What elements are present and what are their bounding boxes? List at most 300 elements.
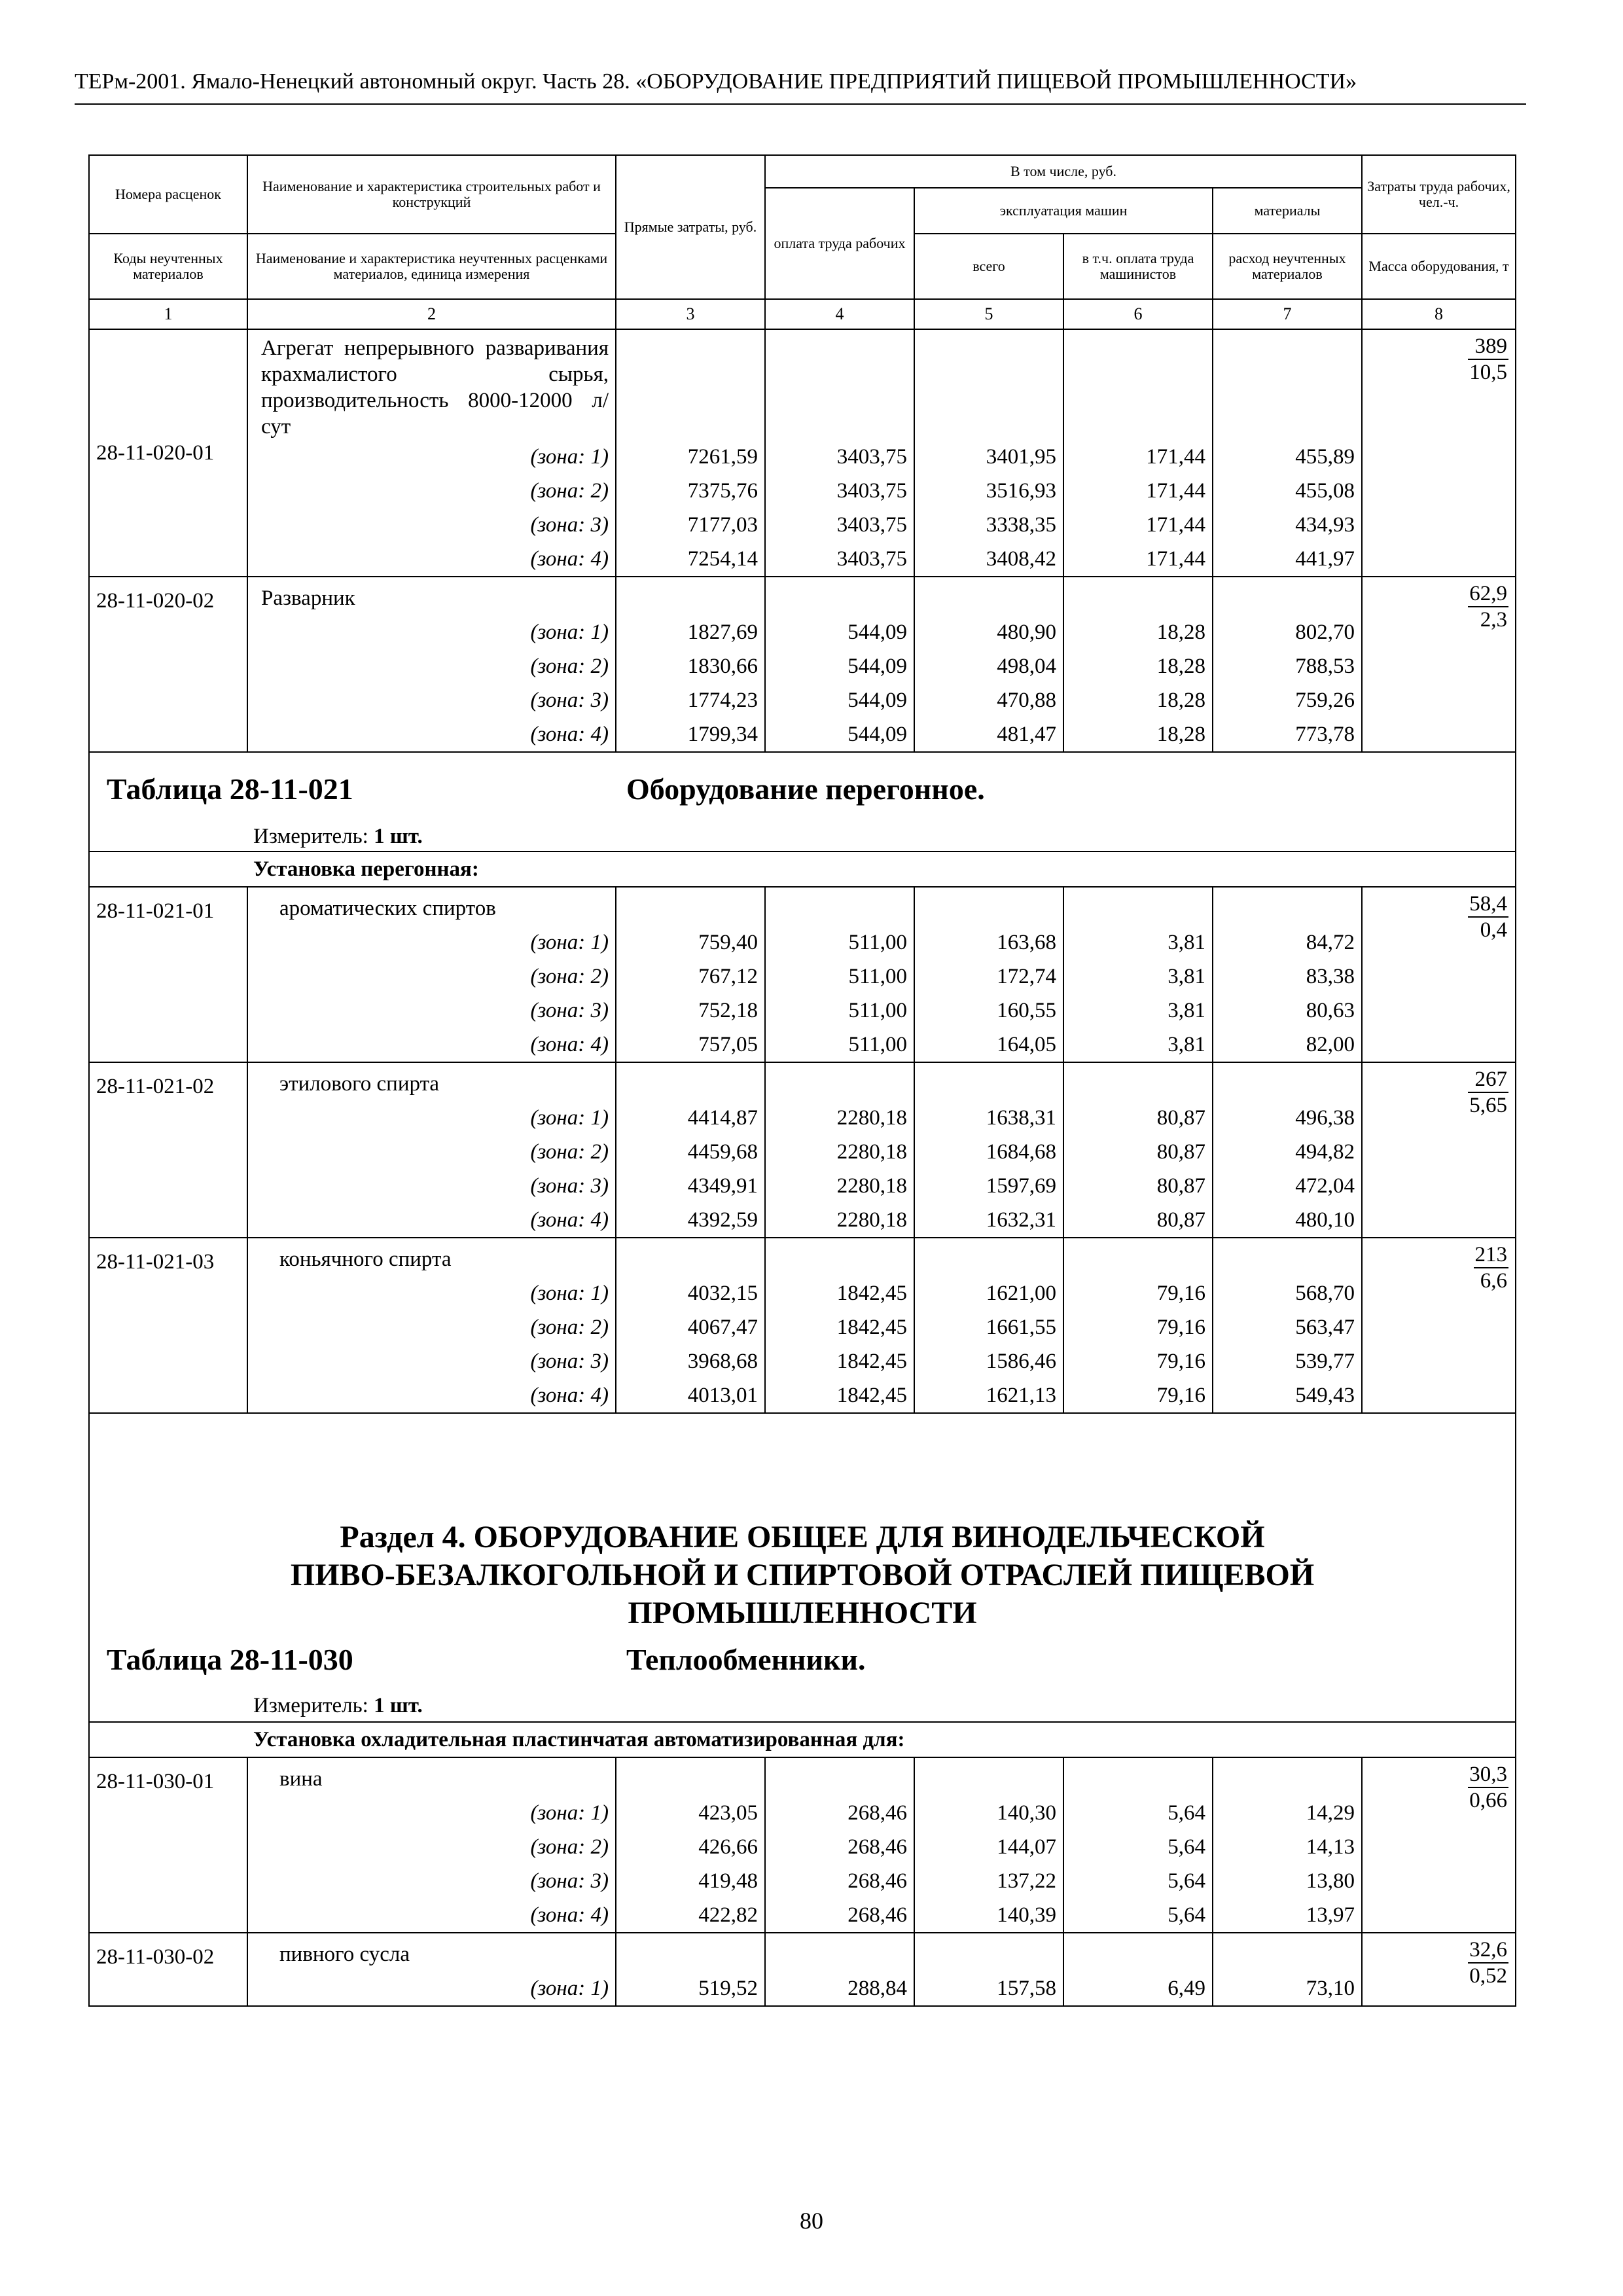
labor-mass xyxy=(1362,887,1516,1062)
operators-wage: 80,87 xyxy=(1063,1203,1213,1238)
labor-hours: 58,4 xyxy=(1468,891,1508,918)
zone-label: (зона: 4) xyxy=(247,717,616,752)
operators-wage: 79,16 xyxy=(1063,1344,1213,1378)
materials-cost: 549,43 xyxy=(1213,1378,1362,1413)
empty-cell xyxy=(1063,1933,1213,1971)
table-unit xyxy=(253,819,423,853)
materials-cost: 83,38 xyxy=(1213,960,1362,994)
materials-cost: 73,10 xyxy=(1213,1971,1362,2006)
table-030-subtitle xyxy=(89,1722,1516,1757)
col1-header-top: Номера расценок xyxy=(89,155,247,234)
wage-cost: 2280,18 xyxy=(765,1169,914,1203)
direct-cost: 426,66 xyxy=(616,1830,765,1864)
empty-cell xyxy=(616,577,765,615)
empty-cell xyxy=(914,329,1063,440)
direct-cost: 4459,68 xyxy=(616,1135,765,1169)
empty-cell xyxy=(765,1933,914,1971)
col4-header: оплата труда рабочих xyxy=(765,188,914,299)
section-title-line: ПРОМЫШЛЕННОСТИ xyxy=(628,1596,977,1630)
wage-cost: 1842,45 xyxy=(765,1378,914,1413)
zone-label: (зона: 2) xyxy=(247,1830,616,1864)
machines-cost: 480,90 xyxy=(914,615,1063,649)
unit-value: 1 шт. xyxy=(374,825,423,848)
empty-cell xyxy=(914,577,1063,615)
table-title: Таблица 28-11-021 xyxy=(107,772,353,806)
rate-code: 28-11-030-02 xyxy=(89,1933,247,2006)
equipment-mass: 0,4 xyxy=(1480,918,1508,942)
materials-cost: 563,47 xyxy=(1213,1310,1362,1344)
wage-cost: 268,46 xyxy=(765,1796,914,1830)
operators-wage: 79,16 xyxy=(1063,1310,1213,1344)
zone-row xyxy=(89,440,1516,474)
operators-wage: 5,64 xyxy=(1063,1864,1213,1898)
direct-cost: 419,48 xyxy=(616,1864,765,1898)
wage-cost: 1842,45 xyxy=(765,1276,914,1310)
machines-cost: 1586,46 xyxy=(914,1344,1063,1378)
operators-wage: 171,44 xyxy=(1063,542,1213,577)
wage-cost: 3403,75 xyxy=(765,508,914,542)
rate-name: ароматических спиртов xyxy=(247,887,616,925)
direct-cost: 1830,66 xyxy=(616,649,765,683)
rate-name: коньячного спирта xyxy=(247,1238,616,1276)
machines-cost: 157,58 xyxy=(914,1971,1063,2006)
zone-label: (зона: 4) xyxy=(247,1378,616,1413)
operators-wage: 80,87 xyxy=(1063,1101,1213,1135)
direct-cost: 4414,87 xyxy=(616,1101,765,1135)
machines-header: эксплуатация машин xyxy=(914,188,1213,234)
direct-cost: 4392,59 xyxy=(616,1203,765,1238)
zone-label: (зона: 3) xyxy=(247,1344,616,1378)
direct-cost: 1827,69 xyxy=(616,615,765,649)
wage-cost: 511,00 xyxy=(765,960,914,994)
zone-label: (зона: 3) xyxy=(247,1864,616,1898)
machines-cost: 481,47 xyxy=(914,717,1063,752)
zone-row xyxy=(89,542,1516,577)
operators-wage: 3,81 xyxy=(1063,960,1213,994)
operators-wage: 18,28 xyxy=(1063,615,1213,649)
operators-wage: 80,87 xyxy=(1063,1135,1213,1169)
materials-cost: 759,26 xyxy=(1213,683,1362,717)
zone-label: (зона: 1) xyxy=(247,1971,616,2006)
labor-mass-fraction xyxy=(1468,1067,1508,1118)
wage-cost: 2280,18 xyxy=(765,1135,914,1169)
zone-label: (зона: 2) xyxy=(247,474,616,508)
equipment-mass: 2,3 xyxy=(1480,608,1508,632)
col5-header: всего xyxy=(914,234,1063,299)
rate-code: 28-11-020-01 xyxy=(89,329,247,577)
operators-wage: 3,81 xyxy=(1063,925,1213,960)
header-rule xyxy=(75,103,1526,105)
labor-mass-fraction xyxy=(1474,1242,1509,1293)
zone-label: (зона: 4) xyxy=(247,1898,616,1933)
empty-cell xyxy=(914,1757,1063,1796)
materials-cost: 472,04 xyxy=(1213,1169,1362,1203)
table-021-title xyxy=(89,752,1516,852)
column-number: 1 xyxy=(89,299,247,329)
col7-header: расход неучтенных материалов xyxy=(1213,234,1362,299)
table-021-subtitle xyxy=(89,852,1516,887)
empty-cell xyxy=(765,1757,914,1796)
labor-mass-fraction xyxy=(1468,581,1508,632)
materials-cost: 14,29 xyxy=(1213,1796,1362,1830)
zone-row xyxy=(89,1135,1516,1169)
materials-cost: 13,97 xyxy=(1213,1898,1362,1933)
empty-cell xyxy=(1213,1238,1362,1276)
operators-wage: 5,64 xyxy=(1063,1898,1213,1933)
zone-row xyxy=(89,1864,1516,1898)
zone-label: (зона: 1) xyxy=(247,440,616,474)
machines-cost: 3338,35 xyxy=(914,508,1063,542)
col6-header: в т.ч. оплата труда машинистов xyxy=(1063,234,1213,299)
machines-cost: 1621,00 xyxy=(914,1276,1063,1310)
direct-cost: 519,52 xyxy=(616,1971,765,2006)
wage-cost: 2280,18 xyxy=(765,1203,914,1238)
labor-mass xyxy=(1362,1933,1516,2006)
rate-code: 28-11-020-02 xyxy=(89,577,247,752)
rate-name: Разварник xyxy=(247,577,616,615)
wage-cost: 544,09 xyxy=(765,717,914,752)
unit-label: Измеритель: xyxy=(253,825,368,848)
materials-cost: 84,72 xyxy=(1213,925,1362,960)
rates-table xyxy=(88,154,1516,2007)
empty-cell xyxy=(914,1933,1063,1971)
operators-wage: 79,16 xyxy=(1063,1276,1213,1310)
empty-cell xyxy=(765,329,914,440)
section-title xyxy=(90,1518,1515,1632)
machines-cost: 1597,69 xyxy=(914,1169,1063,1203)
zone-row xyxy=(89,960,1516,994)
labor-mass xyxy=(1362,1238,1516,1413)
wage-cost: 511,00 xyxy=(765,925,914,960)
machines-cost: 172,74 xyxy=(914,960,1063,994)
machines-cost: 1661,55 xyxy=(914,1310,1063,1344)
empty-cell xyxy=(914,1238,1063,1276)
empty-cell xyxy=(616,1933,765,1971)
rate-item-row xyxy=(89,1062,1516,1101)
section-title-line: Раздел 4. ОБОРУДОВАНИЕ ОБЩЕЕ ДЛЯ ВИНОДЕЛЬЧЕСКОЙ xyxy=(340,1520,1265,1554)
direct-cost: 1774,23 xyxy=(616,683,765,717)
unit-label: Измеритель: xyxy=(253,1694,368,1717)
machines-cost: 1632,31 xyxy=(914,1203,1063,1238)
zone-label: (зона: 4) xyxy=(247,542,616,577)
labor-mass-fraction xyxy=(1468,891,1508,942)
materials-cost: 773,78 xyxy=(1213,717,1362,752)
materials-cost: 539,77 xyxy=(1213,1344,1362,1378)
operators-wage: 3,81 xyxy=(1063,994,1213,1028)
rate-item-row xyxy=(89,577,1516,615)
zone-label: (зона: 1) xyxy=(247,1796,616,1830)
empty-cell xyxy=(914,887,1063,925)
operators-wage: 5,64 xyxy=(1063,1796,1213,1830)
empty-cell xyxy=(914,1062,1063,1101)
rate-item-row xyxy=(89,887,1516,925)
machines-cost: 137,22 xyxy=(914,1864,1063,1898)
empty-cell xyxy=(765,1238,914,1276)
zone-row xyxy=(89,1276,1516,1310)
zone-row xyxy=(89,474,1516,508)
wage-cost: 3403,75 xyxy=(765,542,914,577)
materials-cost: 802,70 xyxy=(1213,615,1362,649)
direct-cost: 4032,15 xyxy=(616,1276,765,1310)
machines-cost: 3408,42 xyxy=(914,542,1063,577)
operators-wage: 3,81 xyxy=(1063,1028,1213,1062)
empty-cell xyxy=(616,1757,765,1796)
zone-row xyxy=(89,508,1516,542)
labor-hours: 62,9 xyxy=(1468,581,1508,607)
rate-item-row xyxy=(89,329,1516,440)
section-4-title xyxy=(89,1413,1516,1722)
zone-row xyxy=(89,1796,1516,1830)
rate-code: 28-11-021-03 xyxy=(89,1238,247,1413)
machines-cost: 164,05 xyxy=(914,1028,1063,1062)
zone-row xyxy=(89,1028,1516,1062)
column-number: 4 xyxy=(765,299,914,329)
group-subtitle: Установка охладительная пластинчатая автоматизированная для: xyxy=(89,1722,1516,1757)
empty-cell xyxy=(616,1062,765,1101)
materials-cost: 14,13 xyxy=(1213,1830,1362,1864)
section-block xyxy=(90,1414,1515,1721)
direct-cost: 4349,91 xyxy=(616,1169,765,1203)
zone-label: (зона: 2) xyxy=(247,1135,616,1169)
empty-cell xyxy=(765,577,914,615)
zone-label: (зона: 2) xyxy=(247,649,616,683)
machines-cost: 1638,31 xyxy=(914,1101,1063,1135)
machines-cost: 1621,13 xyxy=(914,1378,1063,1413)
machines-cost: 140,30 xyxy=(914,1796,1063,1830)
zone-label: (зона: 2) xyxy=(247,1310,616,1344)
section-4-title-cell xyxy=(89,1413,1516,1722)
machines-cost: 163,68 xyxy=(914,925,1063,960)
empty-cell xyxy=(1213,1933,1362,1971)
materials-cost: 568,70 xyxy=(1213,1276,1362,1310)
rate-code: 28-11-021-02 xyxy=(89,1062,247,1238)
column-numbers-row xyxy=(89,299,1516,329)
materials-cost: 480,10 xyxy=(1213,1203,1362,1238)
empty-cell xyxy=(616,329,765,440)
zone-label: (зона: 3) xyxy=(247,508,616,542)
zone-label: (зона: 4) xyxy=(247,1203,616,1238)
operators-wage: 18,28 xyxy=(1063,683,1213,717)
direct-cost: 759,40 xyxy=(616,925,765,960)
empty-cell xyxy=(1213,887,1362,925)
rate-name: этилового спирта xyxy=(247,1062,616,1101)
col8-header-top: Затраты труда рабочих, чел.-ч. xyxy=(1362,155,1516,234)
empty-cell xyxy=(616,887,765,925)
column-number: 5 xyxy=(914,299,1063,329)
rate-name: пивного сусла xyxy=(247,1933,616,1971)
zone-row xyxy=(89,717,1516,752)
zone-label: (зона: 2) xyxy=(247,960,616,994)
rate-code: 28-11-021-01 xyxy=(89,887,247,1062)
wage-cost: 544,09 xyxy=(765,615,914,649)
wage-cost: 268,46 xyxy=(765,1898,914,1933)
zone-row xyxy=(89,925,1516,960)
materials-cost: 455,08 xyxy=(1213,474,1362,508)
wage-cost: 511,00 xyxy=(765,994,914,1028)
operators-wage: 5,64 xyxy=(1063,1830,1213,1864)
materials-header: материалы xyxy=(1213,188,1362,234)
zone-label: (зона: 3) xyxy=(247,1169,616,1203)
labor-hours: 389 xyxy=(1468,334,1508,360)
equipment-mass: 5,65 xyxy=(1469,1094,1508,1117)
wage-cost: 544,09 xyxy=(765,649,914,683)
empty-cell xyxy=(616,1238,765,1276)
wage-cost: 288,84 xyxy=(765,1971,914,2006)
empty-cell xyxy=(765,887,914,925)
materials-cost: 496,38 xyxy=(1213,1101,1362,1135)
empty-cell xyxy=(1063,1757,1213,1796)
zone-label: (зона: 1) xyxy=(247,925,616,960)
table-title: Таблица 28-11-030 xyxy=(107,1643,353,1676)
machines-cost: 3516,93 xyxy=(914,474,1063,508)
zone-row xyxy=(89,1344,1516,1378)
wage-cost: 268,46 xyxy=(765,1864,914,1898)
zone-row xyxy=(89,994,1516,1028)
zone-row xyxy=(89,1203,1516,1238)
col1-header-bottom: Коды неучтенных материалов xyxy=(89,234,247,299)
zone-row xyxy=(89,683,1516,717)
direct-cost: 4067,47 xyxy=(616,1310,765,1344)
materials-cost: 494,82 xyxy=(1213,1135,1362,1169)
labor-mass xyxy=(1362,1062,1516,1238)
rate-item-row xyxy=(89,1757,1516,1796)
rate-item-row xyxy=(89,1238,1516,1276)
labor-hours: 32,6 xyxy=(1468,1937,1508,1964)
labor-mass-fraction xyxy=(1468,1762,1508,1813)
page-number: 80 xyxy=(800,2208,823,2234)
column-number: 2 xyxy=(247,299,616,329)
direct-cost: 423,05 xyxy=(616,1796,765,1830)
empty-cell xyxy=(1063,887,1213,925)
machines-cost: 1684,68 xyxy=(914,1135,1063,1169)
col3-header: Прямые затраты, руб. xyxy=(616,155,765,299)
zone-row xyxy=(89,615,1516,649)
zone-row xyxy=(89,1101,1516,1135)
direct-cost: 7261,59 xyxy=(616,440,765,474)
column-number: 7 xyxy=(1213,299,1362,329)
column-number: 3 xyxy=(616,299,765,329)
zone-row xyxy=(89,649,1516,683)
wage-cost: 1842,45 xyxy=(765,1344,914,1378)
operators-wage: 18,28 xyxy=(1063,649,1213,683)
labor-hours: 30,3 xyxy=(1468,1762,1508,1788)
zone-label: (зона: 4) xyxy=(247,1028,616,1062)
machines-cost: 3401,95 xyxy=(914,440,1063,474)
empty-cell xyxy=(1213,1062,1362,1101)
direct-cost: 752,18 xyxy=(616,994,765,1028)
materials-cost: 434,93 xyxy=(1213,508,1362,542)
equipment-mass: 6,6 xyxy=(1480,1269,1508,1293)
page-header: ТЕРм-2001. Ямало-Ненецкий автономный округ. Часть 28. «ОБОРУДОВАНИЕ ПРЕДПРИЯТИЙ ПИЩЕВОЙ ПРОМЫШЛЕННОСТИ» xyxy=(75,69,1357,94)
zone-label: (зона: 1) xyxy=(247,615,616,649)
rate-code: 28-11-030-01 xyxy=(89,1757,247,1933)
empty-cell xyxy=(1063,1062,1213,1101)
equipment-mass: 10,5 xyxy=(1469,361,1508,384)
machines-cost: 144,07 xyxy=(914,1830,1063,1864)
empty-cell xyxy=(1063,577,1213,615)
materials-cost: 455,89 xyxy=(1213,440,1362,474)
empty-cell xyxy=(1213,329,1362,440)
labor-mass xyxy=(1362,1757,1516,1933)
direct-cost: 1799,34 xyxy=(616,717,765,752)
empty-cell xyxy=(765,1062,914,1101)
wage-cost: 2280,18 xyxy=(765,1101,914,1135)
operators-wage: 171,44 xyxy=(1063,474,1213,508)
labor-hours: 267 xyxy=(1468,1067,1508,1093)
table-unit xyxy=(253,1689,423,1723)
operators-wage: 6,49 xyxy=(1063,1971,1213,2006)
col2-header-top: Наименование и характеристика строительных работ и конструкций xyxy=(247,155,616,234)
column-number: 8 xyxy=(1362,299,1516,329)
rate-name: вина xyxy=(247,1757,616,1796)
zone-row xyxy=(89,1971,1516,2006)
wage-cost: 3403,75 xyxy=(765,440,914,474)
zone-label: (зона: 3) xyxy=(247,683,616,717)
rate-name: Агрегат непрерывного разваривания крахмалистого сырья, производительность 8000-12000 л/сут xyxy=(247,329,616,440)
table-name: Оборудование перегонное. xyxy=(626,772,985,806)
machines-cost: 140,39 xyxy=(914,1898,1063,1933)
table-name: Теплообменники. xyxy=(626,1643,866,1676)
group-subtitle: Установка перегонная: xyxy=(89,852,1516,887)
equipment-mass: 0,52 xyxy=(1469,1964,1508,1988)
labor-mass-fraction xyxy=(1468,1937,1508,1988)
empty-cell xyxy=(1213,1757,1362,1796)
direct-cost: 7177,03 xyxy=(616,508,765,542)
table-021-title-cell xyxy=(89,752,1516,852)
labor-mass xyxy=(1362,577,1516,752)
zone-label: (зона: 1) xyxy=(247,1276,616,1310)
direct-cost: 767,12 xyxy=(616,960,765,994)
table-title-block xyxy=(90,753,1515,851)
wage-cost: 268,46 xyxy=(765,1830,914,1864)
direct-cost: 422,82 xyxy=(616,1898,765,1933)
materials-cost: 82,00 xyxy=(1213,1028,1362,1062)
zone-row xyxy=(89,1378,1516,1413)
operators-wage: 79,16 xyxy=(1063,1378,1213,1413)
labor-mass-fraction xyxy=(1468,334,1508,385)
direct-cost: 7254,14 xyxy=(616,542,765,577)
machines-cost: 160,55 xyxy=(914,994,1063,1028)
column-number: 6 xyxy=(1063,299,1213,329)
operators-wage: 18,28 xyxy=(1063,717,1213,752)
rate-item-row xyxy=(89,1933,1516,1971)
direct-cost: 7375,76 xyxy=(616,474,765,508)
zone-label: (зона: 3) xyxy=(247,994,616,1028)
labor-hours: 213 xyxy=(1474,1242,1509,1268)
header-row-1 xyxy=(89,155,1516,188)
col8-header-bottom: Масса оборудования, т xyxy=(1362,234,1516,299)
operators-wage: 171,44 xyxy=(1063,440,1213,474)
direct-cost: 3968,68 xyxy=(616,1344,765,1378)
equipment-mass: 0,66 xyxy=(1469,1789,1508,1812)
wage-cost: 544,09 xyxy=(765,683,914,717)
empty-cell xyxy=(1063,1238,1213,1276)
zone-row xyxy=(89,1169,1516,1203)
zone-label: (зона: 1) xyxy=(247,1101,616,1135)
zone-row xyxy=(89,1898,1516,1933)
materials-cost: 13,80 xyxy=(1213,1864,1362,1898)
labor-mass xyxy=(1362,329,1516,577)
materials-cost: 441,97 xyxy=(1213,542,1362,577)
materials-cost: 788,53 xyxy=(1213,649,1362,683)
materials-cost: 80,63 xyxy=(1213,994,1362,1028)
direct-cost: 757,05 xyxy=(616,1028,765,1062)
group-header: В том числе, руб. xyxy=(765,155,1362,188)
operators-wage: 80,87 xyxy=(1063,1169,1213,1203)
wage-cost: 1842,45 xyxy=(765,1310,914,1344)
col2-header-bottom: Наименование и характеристика неучтенных расценками материалов, единица измерения xyxy=(247,234,616,299)
empty-cell xyxy=(1213,577,1362,615)
